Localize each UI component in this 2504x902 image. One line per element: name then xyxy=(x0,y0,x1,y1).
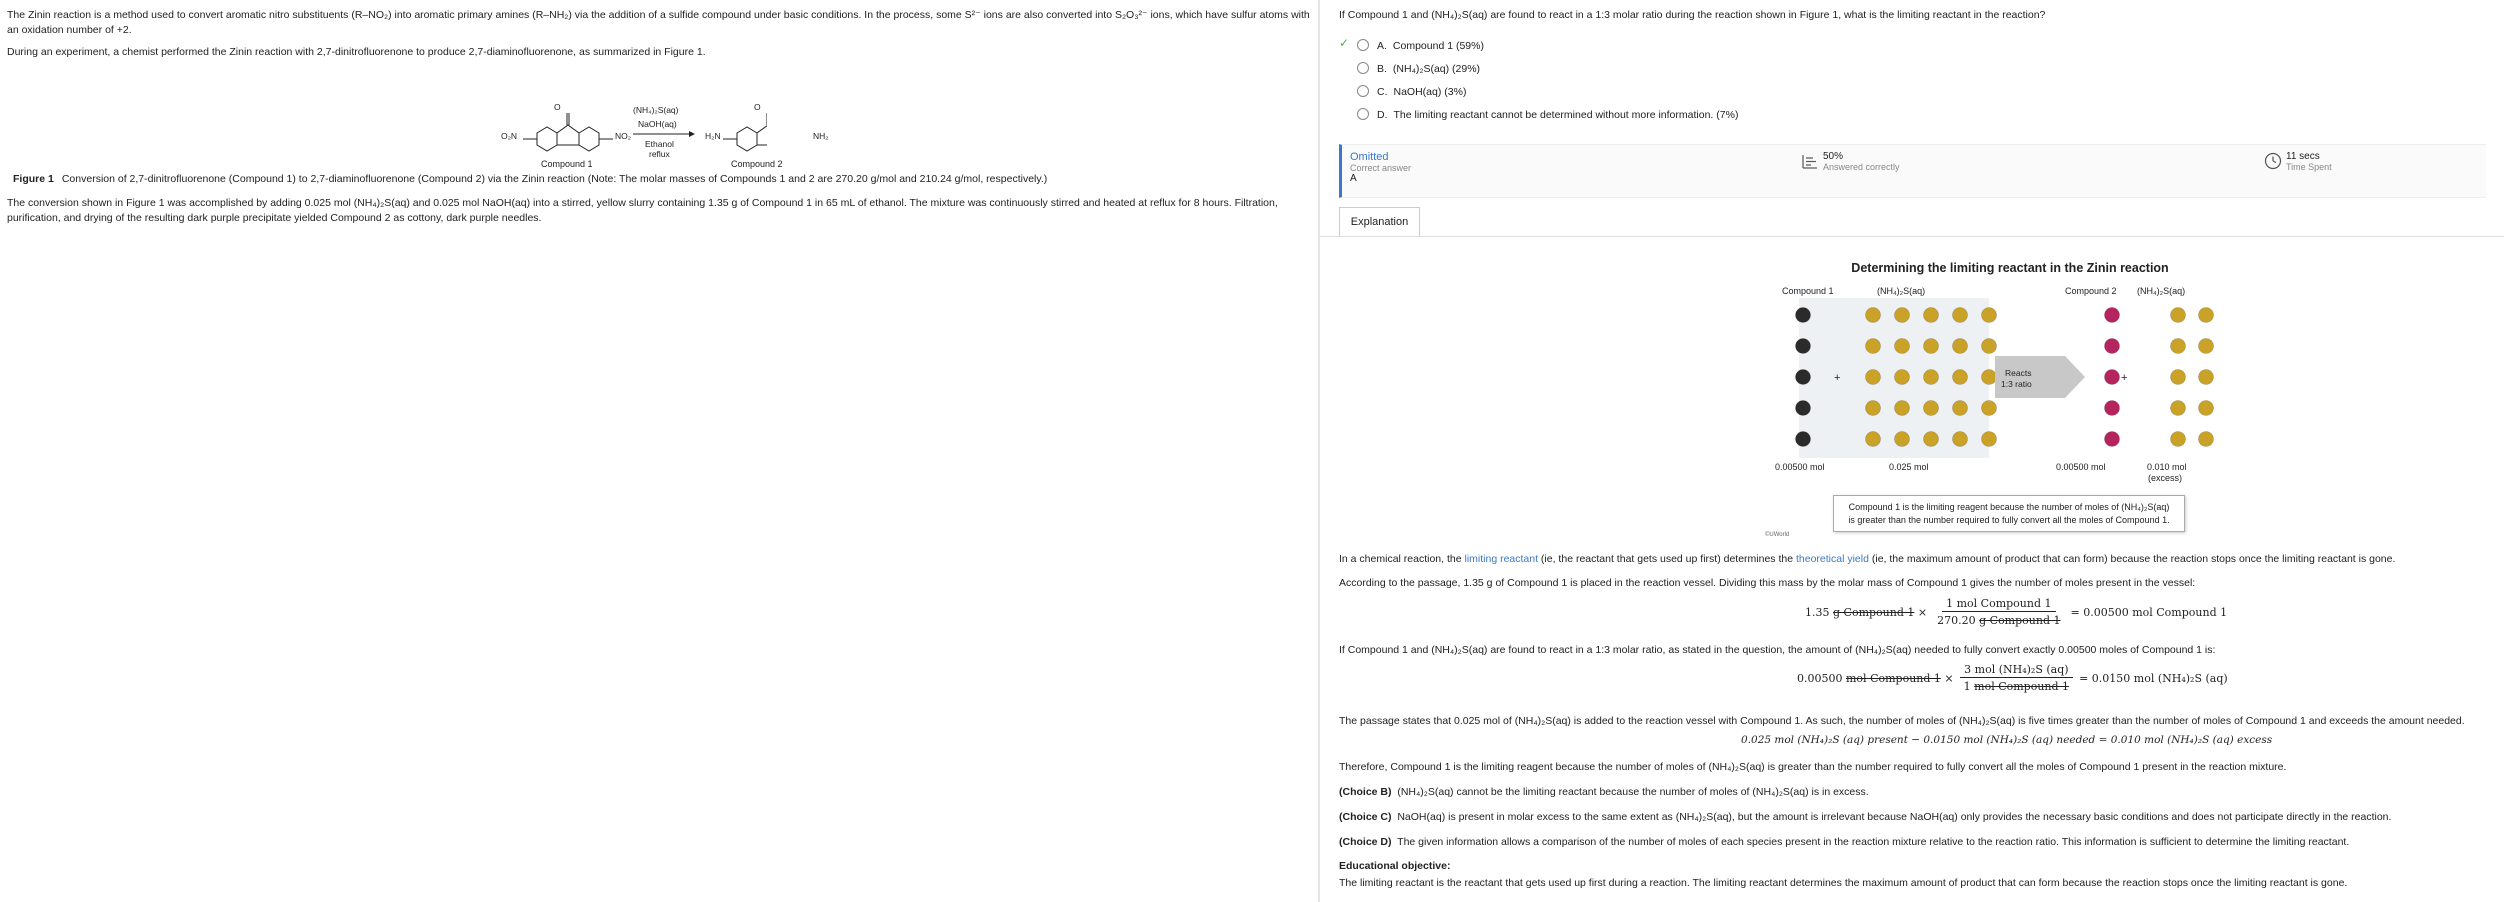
expl-p3: If Compound 1 and (NH₄)₂S(aq) are found to react in a 1:3 molar ratio, as stated in the question, the amount of (NH₄)₂S(aq) needed to fully convert exactly 0.00500 moles of Compound 1 is: xyxy=(1339,644,2216,656)
tab-explanation[interactable]: Explanation xyxy=(1339,207,1420,236)
choice-b-letter: B. xyxy=(1377,62,1387,75)
choice-a-letter: A. xyxy=(1377,39,1387,52)
diagram-col4-label: (NH₄)₂S(aq) xyxy=(2137,286,2186,296)
sulfide-particle xyxy=(1895,370,1910,385)
sulfide-particle xyxy=(1924,339,1939,354)
equation-1: 1.35 g Compound 1 × $\frac{\text{1 mol Compound 1}}{\text{270.20 g Compound 1}}$ = 0.00500 mol Compound 1 xyxy=(1805,597,2228,627)
sulfide-particle xyxy=(1866,308,1881,323)
eq1-b: g Compound 1 xyxy=(1833,605,1915,619)
answer-choices xyxy=(1339,34,2486,126)
excess-sulfide-particle xyxy=(2199,370,2214,385)
compound-1-particle xyxy=(1796,432,1811,447)
sulfide-particle xyxy=(1953,370,1968,385)
expl-p5: Therefore, Compound 1 is the limiting reagent because the number of moles of (NH₄)₂S(aq) is greater than the number required to fully convert all the moles of Compound 1 present in the reaction mixture. xyxy=(1339,761,2287,773)
clock-icon xyxy=(2264,152,2282,170)
sulfide-particle xyxy=(1866,339,1881,354)
expl-choice-d xyxy=(1339,835,2499,849)
expl-p1-c: (ie, the maximum amount of product that can form) because the reaction stops once the limiting reactant is gone. xyxy=(1868,553,2396,565)
reagent-sulfide: (NH₄)₂S(aq) xyxy=(633,105,679,115)
mol-compound1: 0.00500 mol xyxy=(1775,462,1825,472)
sulfide-particle xyxy=(1895,308,1910,323)
compound-1-particle xyxy=(1796,308,1811,323)
choice-d[interactable] xyxy=(1339,103,2486,126)
compound-2-particle xyxy=(2105,432,2120,447)
excess-sulfide-particle xyxy=(2199,339,2214,354)
mol-excess-note: (excess) xyxy=(2148,473,2183,483)
excess-sulfide-particle xyxy=(2199,432,2214,447)
diagram-col2-label: (NH₄)₂S(aq) xyxy=(1877,286,1926,296)
status-omitted: Omitted xyxy=(1350,151,1389,163)
sulfide-particle xyxy=(1924,370,1939,385)
sulfide-particle xyxy=(1982,308,1997,323)
expl-p2: According to the passage, 1.35 g of Compound 1 is placed in the reaction vessel. Dividing this mass by the molar mass of Compound 1 gives the number of moles present in the vessel: xyxy=(1339,577,2196,589)
particle-graphic xyxy=(1775,298,2245,458)
sulfide-particle xyxy=(1982,432,1997,447)
compound-2-left-group: H₂N xyxy=(705,131,721,141)
choice-a[interactable] xyxy=(1339,34,2486,57)
answer-stats-bar xyxy=(1339,144,2486,198)
compound-2-right-group: NH₂ xyxy=(813,131,829,141)
choice-d-pct: (7%) xyxy=(1716,108,1739,121)
expl-choice-c xyxy=(1339,810,2499,824)
choice-c-text: NaOH(aq) xyxy=(1393,85,1442,98)
mol-sulfide: 0.025 mol xyxy=(1889,462,1929,472)
sulfide-particle xyxy=(1924,308,1939,323)
eq2-num: 3 mol (NH₄)₂S (aq) xyxy=(1960,663,2072,678)
choice-b-expl: (NH₄)₂S(aq) cannot be the limiting reactant because the number of moles of (NH₄)₂S(aq) is in excess. xyxy=(1397,786,1869,798)
eq2-res: = 0.0150 mol (NH₄)₂S (aq) xyxy=(2079,671,2228,685)
correct-answer-label: Correct answer xyxy=(1350,163,1412,173)
expl-p1-a: In a chemical reaction, the xyxy=(1339,553,1465,565)
time-label: Time Spent xyxy=(2286,162,2332,172)
sulfide-particle xyxy=(1953,401,1968,416)
condition-reflux: reflux xyxy=(649,149,670,159)
sulfide-particle xyxy=(1866,370,1881,385)
compound-2-particle xyxy=(2105,401,2120,416)
correct-check-icon: ✓ xyxy=(1339,36,1350,50)
percent-block xyxy=(1802,151,1900,172)
compound-2-label: Compound 2 xyxy=(731,159,783,169)
diagram-col3-label: Compound 2 xyxy=(2065,286,2117,296)
choice-b-text: (NH₄)₂S(aq) xyxy=(1392,62,1450,75)
equation-3: 0.025 mol (NH₄)₂S (aq) present − 0.0150 mol (NH₄)₂S (aq) needed = 0.010 mol (NH₄)₂S (aq) excess xyxy=(1741,734,2273,746)
choice-c-letter: C. xyxy=(1377,85,1388,98)
sulfide-particle xyxy=(1895,401,1910,416)
choice-c-pct: (3%) xyxy=(1444,85,1467,98)
plus-sign-right: + xyxy=(2121,372,2128,384)
eq1-a: 1.35 xyxy=(1805,605,1830,619)
excess-sulfide-particle xyxy=(2199,401,2214,416)
percent-value: 50% xyxy=(1823,151,1844,162)
time-value: 11 secs xyxy=(2286,151,2320,162)
choice-d-expl: The given information allows a comparison of the number of moles of each species present in the reaction mixture relative to the reaction ratio. This information is sufficient to determine the limiting reactant. xyxy=(1397,836,2350,848)
sulfide-particle xyxy=(1924,432,1939,447)
sulfide-particle xyxy=(1895,432,1910,447)
compound-1-left-group: O₂N xyxy=(501,131,518,141)
radio-a[interactable] xyxy=(1357,39,1369,51)
reagent-naoh: NaOH(aq) xyxy=(638,119,677,129)
status-block xyxy=(1350,151,1411,184)
eq2-a: 0.00500 xyxy=(1797,671,1843,685)
percent-label: Answered correctly xyxy=(1823,162,1900,172)
eq2-b: mol Compound 1 xyxy=(1846,671,1941,685)
choice-b-label: (Choice B) xyxy=(1339,786,1392,798)
conclusion-box xyxy=(1833,495,2185,532)
plus-sign-left: + xyxy=(1834,372,1841,384)
compound-1-particle xyxy=(1796,339,1811,354)
arrow-text-1: Reacts xyxy=(2005,368,2032,378)
sulfide-particle xyxy=(1866,401,1881,416)
figure-1 xyxy=(7,67,1310,167)
limiting-reactant-diagram xyxy=(1765,258,2245,548)
figure-caption xyxy=(13,173,1310,185)
edu-objective-text: The limiting reactant is the reactant that gets used up first during a reaction. The limiting reactant determines the maximum amount of product that can form because the reaction stops once the limiting reactant is gone. xyxy=(1339,877,2348,889)
compound-1-right-group: NO₂ xyxy=(615,131,632,141)
choice-d-letter: D. xyxy=(1377,108,1388,121)
choice-b[interactable] xyxy=(1339,57,2486,80)
compound-1-particle xyxy=(1796,370,1811,385)
sulfide-particle xyxy=(1982,370,1997,385)
radio-b[interactable] xyxy=(1357,62,1369,74)
equation-2: 0.00500 mol Compound 1 × $\frac{\text{3 mol (NH₄)₂S (aq)}}{\text{1 mol Compound 1}}$ = 0.0150 mol (NH₄)₂S (aq) xyxy=(1797,663,2228,693)
sulfide-particle xyxy=(1982,401,1997,416)
passage-procedure: The conversion shown in Figure 1 was accomplished by adding 0.025 mol (NH₄)₂S(aq) and 0.025 mol NaOH(aq) into a stirred, yellow slurry containing 1.35 g of Compound 1 in 65 mL of ethanol. The mixture was continuously stirred and heated at reflux for 8 hours. Filtration, purification, and drying of the resulting dark purple precipitate yielded Compound 2 as cottony, dark purple needles. xyxy=(7,197,1278,224)
diagram-title: Determining the limiting reactant in the Zinin reaction xyxy=(1851,261,2169,275)
expl-choice-b xyxy=(1339,785,2499,799)
excess-sulfide-particle xyxy=(2171,432,2186,447)
time-block xyxy=(2264,151,2332,172)
eq1-num: 1 mol Compound 1 xyxy=(1942,597,2055,612)
figure-caption-text: Conversion of 2,7-dinitrofluorenone (Compound 1) to 2,7-diaminofluorenone (Compound 2) via the Zinin reaction (Note: The molar masses of Compounds 1 and 2 are 270.20 g/mol and 210.24 g/mol, respectively.) xyxy=(61,173,1048,185)
sulfide-particle xyxy=(1953,339,1968,354)
excess-sulfide-particle xyxy=(2171,370,2186,385)
compound-1-particle xyxy=(1796,401,1811,416)
compound-2-particle xyxy=(2105,370,2120,385)
eq1-den-a: 270.20 xyxy=(1937,614,1976,627)
question-panel xyxy=(1320,0,2504,902)
arrow-text-2: 1:3 ratio xyxy=(2001,379,2032,389)
compound-1-label: Compound 1 xyxy=(541,159,593,169)
choice-b-pct: (29%) xyxy=(1452,62,1481,75)
sulfide-particle xyxy=(1895,339,1910,354)
mol-excess: 0.010 mol xyxy=(2147,462,2187,472)
expl-p1 xyxy=(1339,552,2499,566)
sulfide-particle xyxy=(1953,432,1968,447)
excess-sulfide-particle xyxy=(2171,401,2186,416)
sulfide-particle xyxy=(1924,401,1939,416)
sulfide-particle xyxy=(1982,339,1997,354)
expl-p1-b: (ie, the reactant that gets used up first) determines the xyxy=(1538,553,1796,565)
correct-answer-value: A xyxy=(1350,173,1357,184)
condition-solvent: Ethanol xyxy=(645,139,674,149)
excess-sulfide-particle xyxy=(2171,339,2186,354)
mol-compound2: 0.00500 mol xyxy=(2056,462,2106,472)
theoretical-yield-link[interactable]: theoretical yield xyxy=(1795,553,1869,565)
figure-caption-label: Figure 1 xyxy=(13,173,54,185)
excess-sulfide-particle xyxy=(2199,308,2214,323)
compound-2-particle xyxy=(2105,339,2120,354)
question-stem: If Compound 1 and (NH₄)₂S(aq) are found to react in a 1:3 molar ratio during the reaction shown in Figure 1, what is the limiting reactant in the reaction? xyxy=(1339,9,2046,21)
choice-a-text: Compound 1 xyxy=(1392,39,1454,52)
edu-objective-label: Educational objective: xyxy=(1339,860,1451,872)
eq1-res: = 0.00500 mol Compound 1 xyxy=(2070,605,2228,619)
expl-p4: The passage states that 0.025 mol of (NH₄)₂S(aq) is added to the reaction vessel with Compound 1. As such, the number of moles of (NH₄)₂S(aq) is five times greater than the number of moles of Compound 1 and exceeds the amount needed. xyxy=(1339,715,2465,727)
choice-d-text: The limiting reactant cannot be determined without more information. xyxy=(1393,108,1714,121)
choice-a-pct: (59%) xyxy=(1455,39,1484,52)
passage-experiment: During an experiment, a chemist performed the Zinin reaction with 2,7-dinitrofluorenone to produce 2,7-diaminofluorenone, as summarized in Figure 1. xyxy=(7,46,706,58)
conclusion-line-1: Compound 1 is the limiting reagent because the number of moles of (NH₄)₂S(aq) xyxy=(1848,502,2170,512)
diagram-col1-label: Compound 1 xyxy=(1782,286,1834,296)
choice-d-label: (Choice D) xyxy=(1339,836,1392,848)
tab-underline xyxy=(1320,236,2504,237)
limiting-reactant-link[interactable]: limiting reactant xyxy=(1464,553,1539,565)
choice-c[interactable] xyxy=(1339,80,2486,103)
choice-c-label: (Choice C) xyxy=(1339,811,1392,823)
compound-1-oxygen: O xyxy=(554,102,561,112)
conclusion-line-2: is greater than the number required to fully convert all the moles of Compound 1. xyxy=(1848,515,2170,525)
radio-c[interactable] xyxy=(1357,85,1369,97)
compound-2-oxygen: O xyxy=(754,102,761,112)
reaction-arrow xyxy=(633,130,695,138)
excess-sulfide-particle xyxy=(2171,308,2186,323)
bar-chart-icon xyxy=(1802,153,1818,169)
radio-d[interactable] xyxy=(1357,108,1369,120)
compound-1-structure xyxy=(523,113,613,151)
copyright: ©UWorld xyxy=(1765,532,1790,538)
sulfide-particle xyxy=(1866,432,1881,447)
sulfide-particle xyxy=(1953,308,1968,323)
eq2-den-b: mol Compound 1 xyxy=(1974,680,2070,693)
eq2-den-a: 1 xyxy=(1963,680,1971,693)
compound-2-structure xyxy=(723,113,767,151)
choice-c-expl: NaOH(aq) is present in molar excess to the same extent as (NH₄)₂S(aq), but the amount is irrelevant because NaOH(aq) only provides the necessary basic conditions and does not participate directly in the reaction. xyxy=(1397,811,2392,823)
passage-intro: The Zinin reaction is a method used to convert aromatic nitro substituents (R–NO₂) into aromatic primary amines (R–NH₂) via the addition of a sulfide compound under basic conditions. In the process, some S²⁻ ions are also converted into S₂O₃²⁻ ions, which have sulfur atoms with an oxidation number of +2. xyxy=(7,9,1310,36)
compound-2-particle xyxy=(2105,308,2120,323)
eq1-den-b: g Compound 1 xyxy=(1979,614,2061,627)
